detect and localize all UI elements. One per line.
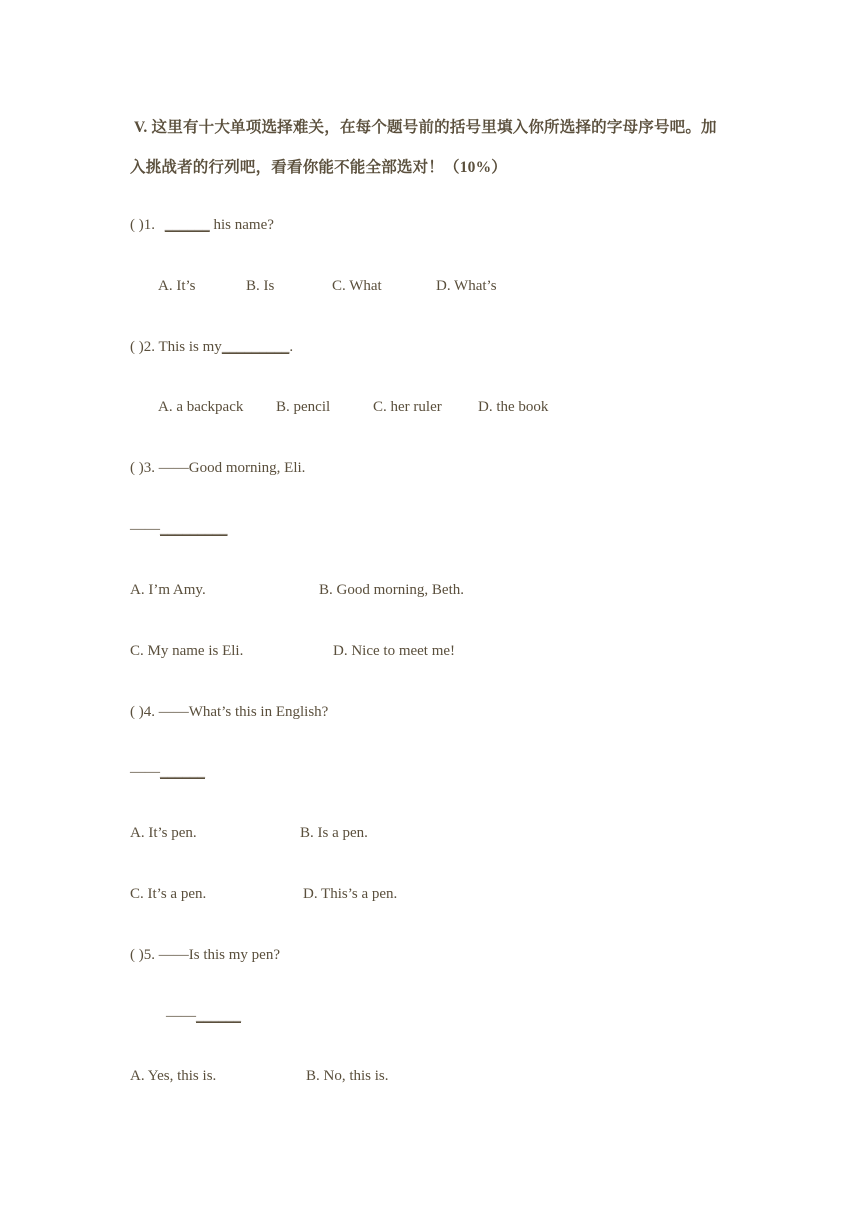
q5-option-a: A. Yes, this is. — [130, 1068, 217, 1084]
question-2-end: . — [289, 339, 294, 355]
question-5-prompt: ( )5. ——Is this my pen? — [130, 947, 280, 963]
question-4-prompt: ( )4. ——What’s this in English? — [130, 704, 329, 720]
q2-option-a: A. a backpack — [158, 399, 244, 415]
question-3-answer-line — [130, 521, 228, 538]
section-title-line-2: 入挑战者的行列吧，看看你能不能全部选对！（10%） — [130, 159, 508, 176]
q3-option-d: D. Nice to meet me! — [333, 643, 456, 659]
question-1-number: ( )1. — [130, 217, 155, 233]
question-1-text: his name? — [213, 217, 274, 233]
question-2-blank: _________ — [221, 339, 290, 355]
q1-option-d: D. What’s — [436, 278, 497, 294]
q3-option-b: B. Good morning, Beth. — [319, 582, 464, 598]
question-2-stem — [130, 339, 293, 356]
q1-option-a: A. It’s — [158, 278, 196, 294]
q1-option-b: B. Is — [246, 278, 275, 294]
q2-option-d: D. the book — [478, 399, 549, 415]
question-2-number: ( )2. This is my — [130, 339, 222, 355]
question-1-blank: ______ — [164, 217, 210, 233]
question-4-blank: ______ — [160, 764, 205, 780]
q2-option-c: C. her ruler — [373, 399, 442, 415]
section-title-line-1: V. 这里有十大单项选择难关，在每个题号前的括号里填入你所选择的字母序号吧。加 — [134, 119, 717, 136]
q5-option-b: B. No, this is. — [306, 1068, 389, 1084]
q4-option-b: B. Is a pen. — [300, 825, 368, 841]
q2-option-b: B. pencil — [276, 399, 331, 415]
question-5-dash: —— — [166, 1008, 196, 1024]
question-3-prompt: ( )3. ——Good morning, Eli. — [130, 460, 306, 476]
question-1-stem — [130, 217, 274, 234]
question-3-dash: —— — [130, 521, 160, 537]
q4-option-c: C. It’s a pen. — [130, 886, 207, 902]
q3-option-c: C. My name is Eli. — [130, 643, 244, 659]
q4-option-a: A. It’s pen. — [130, 825, 197, 841]
q4-option-d: D. This’s a pen. — [303, 886, 398, 902]
question-4-answer-line — [130, 764, 205, 781]
question-5-answer-line — [166, 1008, 241, 1025]
question-4-dash: —— — [130, 764, 160, 780]
q3-option-a: A. I’m Amy. — [130, 582, 206, 598]
q1-option-c: C. What — [332, 278, 382, 294]
question-3-blank: _________ — [160, 521, 228, 537]
question-5-blank: ______ — [196, 1008, 241, 1024]
